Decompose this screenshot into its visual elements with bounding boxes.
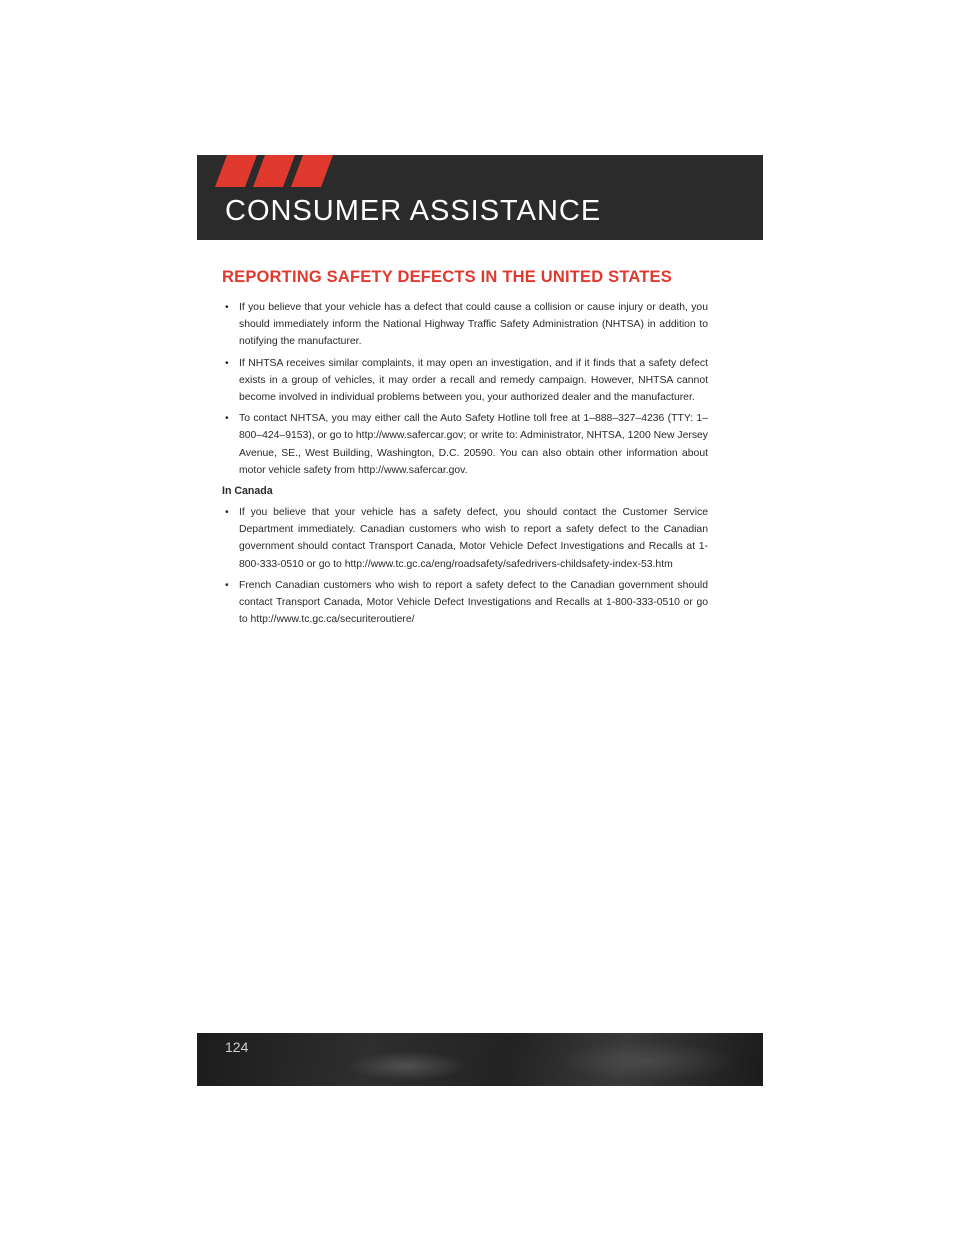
list-item — [222, 577, 708, 629]
us-bullet-list — [222, 299, 708, 479]
canada-subheading: In Canada — [222, 485, 273, 498]
list-item-text: If NHTSA receives similar complaints, it may open an investigation, and if it finds that a safety defect exists in a group of vehicles, it may order a recall and remedy campaign. However, NHTSA cannot become involved in individual problems between you, your authorized dealer and the manufacturer. — [239, 357, 708, 404]
main-content — [222, 268, 708, 632]
page-title: CONSUMER ASSISTANCE — [225, 195, 602, 227]
bullet-icon: • — [225, 579, 229, 591]
list-item-text: If you believe that your vehicle has a defect that could cause a collision or cause injury or death, you should immediately inform the National Highway Traffic Safety Administration (NHTSA) in addition to notifying the manufacturer. — [239, 302, 708, 348]
footer-band — [197, 1033, 763, 1086]
list-item-text: If you believe that your vehicle has a safety defect, you should contact the Customer Service Department immediately. Canadian customers who wish to report a safety defect to the Canadian government should contact Transport Canada, Motor Vehicle Defect Investigations and Recalls at 1-800-333-0510 or go to http://www.tc.gc.ca/eng/roadsafety/safedrivers-childsafety-index-53.htm — [239, 507, 708, 570]
header-band — [197, 155, 763, 240]
stripe-2 — [253, 155, 295, 187]
red-stripes-logo — [215, 155, 335, 187]
bullet-icon: • — [225, 357, 229, 369]
bullet-icon: • — [225, 507, 229, 519]
section-heading: REPORTING SAFETY DEFECTS IN THE UNITED STATES — [222, 268, 672, 286]
page-number: 124 — [225, 1039, 249, 1055]
footer-background-image — [347, 1051, 467, 1081]
stripe-3 — [291, 155, 333, 187]
bullet-icon: • — [225, 413, 229, 425]
canada-bullet-list — [222, 504, 708, 628]
list-item — [222, 410, 708, 479]
list-item — [222, 504, 708, 573]
bullet-icon: • — [225, 302, 229, 313]
footer-background-image-highlight — [557, 1041, 737, 1081]
list-item-text: French Canadian customers who wish to report a safety defect to the Canadian government should contact Transport Canada, Motor Vehicle Defect Investigations and Recalls at 1-800-333-0510 or go to http://www.tc.gc.ca/securiteroutiere/ — [239, 579, 708, 626]
list-item-text: To contact NHTSA, you may either call the Auto Safety Hotline toll free at 1–888–327–4236 (TTY: 1–800–424–9153), or go to http://www.safercar.gov; or write to: Administrator, NHTSA, 1200 New Jersey Avenue, SE., West Building, Washington, D.C. 20590. You can also obtain other information about motor vehicle safety from http://www.safercar.gov. — [239, 413, 708, 476]
list-item — [222, 355, 708, 407]
list-item — [222, 299, 708, 351]
stripe-1 — [215, 155, 257, 187]
